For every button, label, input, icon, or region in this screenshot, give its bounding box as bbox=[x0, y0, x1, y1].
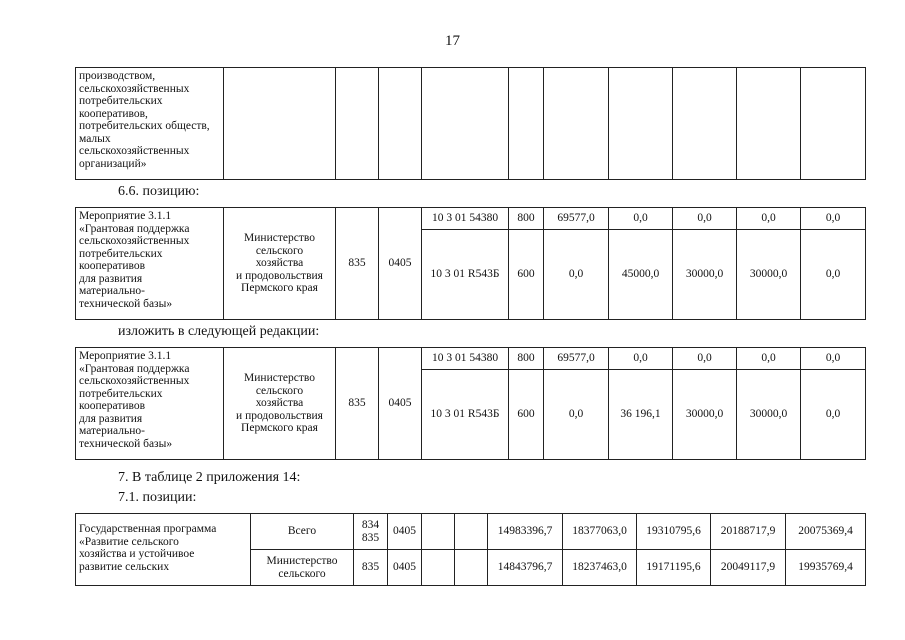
value-cell: 20075369,4 bbox=[786, 514, 866, 550]
value-cell: 19935769,4 bbox=[786, 550, 866, 586]
table-cell bbox=[544, 68, 609, 180]
section-code: 0405 bbox=[388, 514, 422, 550]
executor-cell: Всего bbox=[251, 514, 354, 550]
table-position-new bbox=[75, 347, 866, 460]
value-cell: 14983396,7 bbox=[488, 514, 563, 550]
value-cell: 30000,0 bbox=[673, 230, 737, 320]
table-cell bbox=[336, 68, 379, 180]
section-code: 0405 bbox=[379, 348, 422, 460]
page-number: 17 bbox=[445, 33, 460, 49]
edit-instruction-label: изложить в следующей редакции: bbox=[118, 324, 320, 339]
target-article: 10 3 01 R543Б bbox=[422, 230, 509, 320]
table-cell bbox=[609, 68, 673, 180]
section-label-7-1: 7.1. позиции: bbox=[118, 490, 197, 505]
table-cell bbox=[422, 550, 455, 586]
target-article: 10 3 01 54380 bbox=[422, 348, 509, 370]
target-article: 10 3 01 54380 bbox=[422, 208, 509, 230]
value-cell: 0,0 bbox=[673, 208, 737, 230]
value-cell: 0,0 bbox=[609, 208, 673, 230]
table-cell bbox=[673, 68, 737, 180]
expense-type: 800 bbox=[509, 208, 544, 230]
value-cell: 0,0 bbox=[609, 348, 673, 370]
value-cell: 0,0 bbox=[737, 208, 801, 230]
value-cell: 45000,0 bbox=[609, 230, 673, 320]
value-cell: 19310795,6 bbox=[637, 514, 711, 550]
table-cell bbox=[379, 68, 422, 180]
expense-type: 600 bbox=[509, 230, 544, 320]
measure-description: Мероприятие 3.1.1 «Грантовая поддержка сельскохозяйственных потребительских кооперативов для развития материально- технической базы» bbox=[76, 348, 224, 460]
ministry-name: Министерство сельского хозяйства и продовольствия Пермского края bbox=[224, 348, 336, 460]
table-cell bbox=[422, 68, 509, 180]
measure-description: Мероприятие 3.1.1 «Грантовая поддержка сельскохозяйственных потребительских кооперативов для развития материально- технической базы» bbox=[76, 208, 224, 320]
value-cell: 0,0 bbox=[801, 370, 866, 460]
table-cell bbox=[422, 514, 455, 550]
value-cell: 0,0 bbox=[673, 348, 737, 370]
value-cell: 0,0 bbox=[737, 348, 801, 370]
admin-code: 835 bbox=[336, 208, 379, 320]
value-cell: 69577,0 bbox=[544, 208, 609, 230]
value-cell: 0,0 bbox=[544, 230, 609, 320]
value-cell: 19171195,6 bbox=[637, 550, 711, 586]
value-cell: 30000,0 bbox=[673, 370, 737, 460]
value-cell: 20188717,9 bbox=[711, 514, 786, 550]
admin-code: 834 835 bbox=[354, 514, 388, 550]
value-cell: 18237463,0 bbox=[563, 550, 637, 586]
value-cell: 30000,0 bbox=[737, 230, 801, 320]
table-top-desc: производством, сельскохозяйственных потребительских кооперативов, потребительских обществ, малых сельскохозяйственных организаций» bbox=[76, 68, 224, 180]
table-cell bbox=[801, 68, 866, 180]
admin-code: 835 bbox=[354, 550, 388, 586]
table-cell bbox=[737, 68, 801, 180]
value-cell: 14843796,7 bbox=[488, 550, 563, 586]
ministry-name: Министерство сельского хозяйства и продовольствия Пермского края bbox=[224, 208, 336, 320]
section-label-7: 7. В таблице 2 приложения 14: bbox=[118, 470, 301, 485]
table-program-totals bbox=[75, 513, 866, 586]
program-description: Государственная программа «Развитие сельского хозяйства и устойчивое развитие сельских bbox=[76, 514, 251, 586]
expense-type: 800 bbox=[509, 348, 544, 370]
value-cell: 0,0 bbox=[801, 348, 866, 370]
table-cell bbox=[509, 68, 544, 180]
executor-cell: Министерство сельского bbox=[251, 550, 354, 586]
value-cell: 20049117,9 bbox=[711, 550, 786, 586]
value-cell: 18377063,0 bbox=[563, 514, 637, 550]
value-cell: 36 196,1 bbox=[609, 370, 673, 460]
table-cell bbox=[455, 550, 488, 586]
table-top bbox=[75, 67, 866, 180]
value-cell: 0,0 bbox=[544, 370, 609, 460]
table-cell bbox=[224, 68, 336, 180]
section-code: 0405 bbox=[388, 550, 422, 586]
admin-code: 835 bbox=[336, 348, 379, 460]
target-article: 10 3 01 R543Б bbox=[422, 370, 509, 460]
expense-type: 600 bbox=[509, 370, 544, 460]
section-code: 0405 bbox=[379, 208, 422, 320]
section-label-6-6: 6.6. позицию: bbox=[118, 184, 200, 199]
value-cell: 0,0 bbox=[801, 230, 866, 320]
value-cell: 69577,0 bbox=[544, 348, 609, 370]
value-cell: 0,0 bbox=[801, 208, 866, 230]
table-cell bbox=[455, 514, 488, 550]
value-cell: 30000,0 bbox=[737, 370, 801, 460]
table-position-old bbox=[75, 207, 866, 320]
